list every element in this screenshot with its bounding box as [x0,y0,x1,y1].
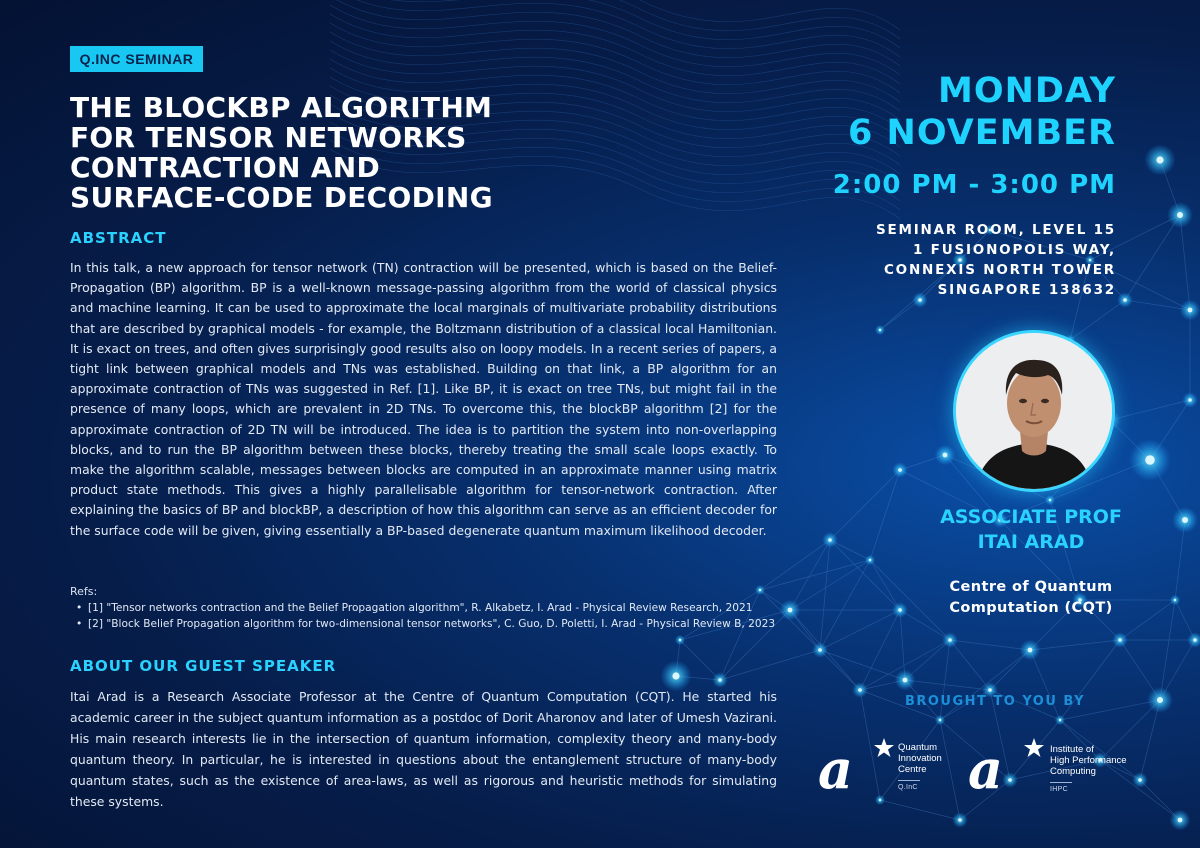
network-node [1178,818,1183,823]
venue-line: SEMINAR ROOM, LEVEL 15 [875,222,1116,238]
refs-list [70,600,790,632]
network-edge [905,680,990,690]
network-node [879,329,881,331]
network-node [1145,455,1155,465]
bullet-icon: • [76,602,83,614]
logo-abbr: IHPC [1050,786,1068,793]
network-node [958,818,962,822]
title-line: CONTRACTION AND [70,151,381,184]
network-edge [790,540,830,610]
logo-line: Quantum [898,742,938,753]
ref-item [70,600,790,616]
network-edge [760,540,830,590]
network-node [1118,638,1122,642]
affiliation-line: Computation (CQT) [949,600,1113,616]
logo-divider [1050,782,1072,783]
network-node [679,639,681,641]
ref-text: [1] "Tensor networks contraction and the Belief Propagation algorithm", R. Alkabetz, I. Arad - Physical Review Research, 2021 [88,602,753,614]
ref-text: [2] "Block Belief Propagation algorithm for two-dimensional tensor networks", C. Guo, D. Poletti, I. Arad - Physical Review B, 2023 [88,618,776,630]
astar-logo-icon [818,738,896,794]
network-edge [950,640,1030,650]
network-node [672,672,679,679]
speaker-portrait-icon [956,333,1112,489]
network-node [759,589,761,591]
network-edge [820,650,905,680]
network-node [1138,778,1142,782]
venue-line: CONNEXIS NORTH TOWER [883,262,1116,278]
title-line: THE BLOCKBP ALGORITHM [70,91,493,124]
abstract-text: In this talk, a new approach for tensor network (TN) contraction will be presented, which is based on the Belief-Propagation (BP) algorithm. BP is a well-known message-passing algorithm from the world of classical physics and machine learning. It can be used to approximate the local marginals of multivariate probability distributions that are described by graphical models - for example, the Boltzmann distribution of a classical local Hamiltonian. It is exact on trees, and often gives surprisingly good results also on loopy models. In a recent series of papers, a tight link between graphical models and TNs was established. Building on that link, a BP algorithm for an approximate contraction of TNs was suggested in Ref. [1]. Like BP, it is exact on tree TNs, but might fail in the presence of many loops, which are prevalent in 2D TNs. To overcome this, the blockBP algorithm [2] for the approximate contraction of 2D TN will be introduced. The idea is to partition the system into non-overlapping blocks, and to run the BP algorithm between these blocks, thereby treating the small scale loops exactly. To make the algorithm scalable, messages between blocks are computed in an approximate manner using matrix product state methods. This gives a highly parallelisable algorithm for tensor-network contraction. After explaining the basics of BP and blockBP, a description of how this algorithm can serve as an efficient decoder for the surface code will be given, giving essentially a BP-based degenerate quantum maximum likelihood decoder. [70,260,777,538]
network-node [879,799,881,801]
date-line: MONDAY [937,71,1116,111]
network-edge [820,650,860,690]
ihpc-logo [968,738,1138,798]
network-node [1049,499,1051,501]
speaker-affiliation [920,577,1142,619]
title-line: FOR TENSOR NETWORKS [70,121,467,154]
network-node [1123,298,1127,302]
network-edge [870,470,900,560]
network-node [898,468,902,472]
network-node [1157,697,1163,703]
speaker-line: ASSOCIATE PROF [940,506,1122,528]
wave-line [330,0,900,48]
network-node [1188,398,1192,402]
network-edge [1030,650,1060,720]
network-edge [1110,400,1190,420]
network-edge [860,610,900,690]
network-node [943,453,948,458]
network-node [1193,638,1197,642]
network-edge [1180,215,1190,310]
speaker-line: ITAI ARAD [977,531,1085,553]
network-edge [1030,640,1120,650]
network-edge [790,560,870,610]
speaker-name [920,505,1142,555]
network-edge [900,610,905,680]
svg-text:a: a [968,738,1003,794]
brought-to-you-by: BROUGHT TO YOU BY [904,694,1086,709]
network-edge [830,470,900,540]
network-node [1028,648,1033,653]
title-line: SURFACE-CODE DECODING [70,181,493,214]
network-node [1059,719,1061,721]
network-node [1188,308,1193,313]
event-venue [876,220,1116,300]
network-edge [820,540,830,650]
network-node [869,559,871,561]
logo-line: Computing [1050,766,1096,777]
affiliation-line: Centre of Quantum [949,579,1113,595]
astar-logo-icon [968,738,1046,794]
network-node [939,719,941,721]
network-node [858,688,862,692]
logo-divider [898,780,920,781]
network-node [988,688,992,692]
network-node [1174,599,1176,601]
network-node [718,678,722,682]
logo-abbr: Q.InC [898,784,918,791]
event-time: 2:00 PM - 3:00 PM [832,170,1116,200]
date-line: 6 NOVEMBER [847,113,1116,153]
venue-line: SINGAPORE 138632 [937,282,1116,298]
logo-line: Institute of [1050,744,1094,755]
logo-text [1050,744,1127,777]
logo-text [898,742,942,775]
abstract-heading: ABSTRACT [70,229,167,247]
event-date [848,70,1116,154]
network-node [903,678,908,683]
seminar-tag: Q.INC SEMINAR [70,46,203,72]
network-edge [880,800,960,820]
svg-text:a: a [818,738,853,794]
logo-line: Centre [898,764,927,775]
logo-line: High Performance [1050,755,1127,766]
network-edge [950,640,990,690]
network-edge [820,610,900,650]
qinc-logo [818,738,958,798]
network-node [948,638,952,642]
ref-item [70,616,790,632]
refs-label: Refs: [70,585,98,598]
about-text: Itai Arad is a Research Associate Professor at the Centre of Quantum Computation (CQT). He started his academic career in the subject quantum information as a postdoc of Dorit Aharonov and later of Umesh Vazirani. His main research interests lie in the intersection of quantum information, complexity theory and many-body quantum theory. In particular, he is interested in questions about the entanglement structure of many-body quantum states, such as the existence of area-laws, as well as rigorous and heuristic methods for simulating these systems. [70,689,777,809]
network-node [828,538,832,542]
network-node [1182,517,1188,523]
network-edge [820,560,870,650]
network-edge [1160,600,1175,700]
network-edge [1125,215,1180,300]
logo-line: Innovation [898,753,942,764]
network-node [1156,156,1163,163]
about-heading: ABOUT OUR GUEST SPEAKER [70,657,337,675]
network-node [898,608,902,612]
venue-line: 1 FUSIONOPOLIS WAY, [912,242,1116,258]
network-node [1177,212,1183,218]
network-edge [870,560,900,610]
page-title [70,93,540,213]
network-edge [760,560,870,590]
bullet-icon: • [76,618,83,630]
speaker-photo [953,330,1115,492]
network-node [818,648,822,652]
network-edge [830,540,900,610]
